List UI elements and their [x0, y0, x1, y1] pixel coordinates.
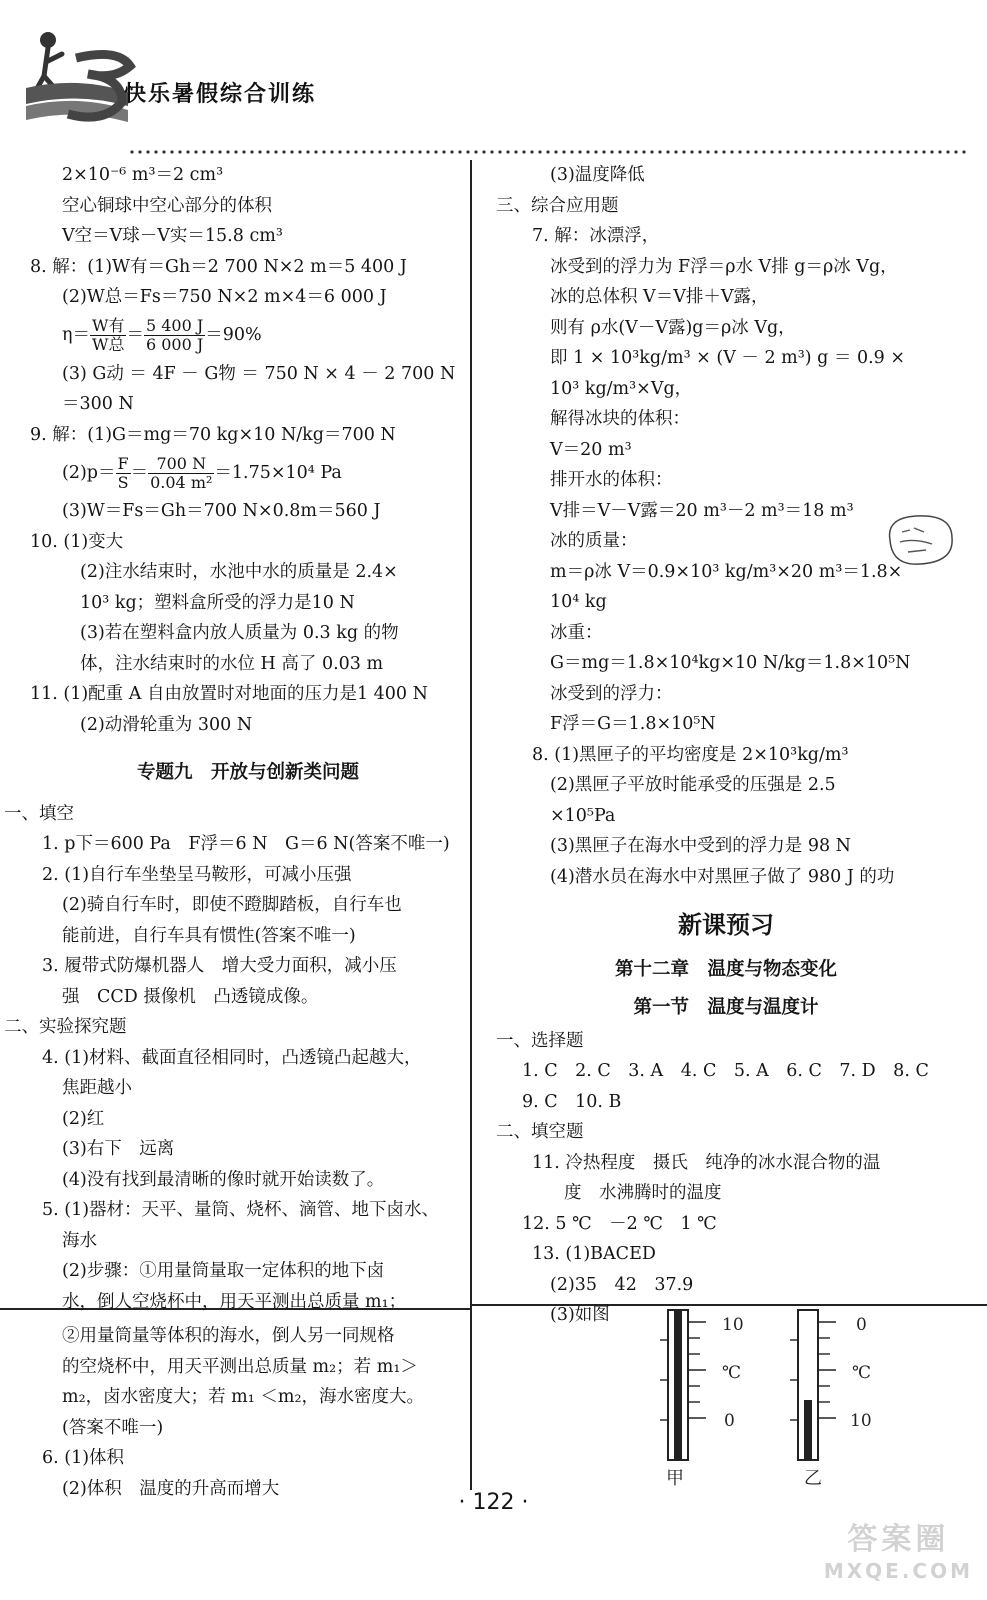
section-heading: 二、填空题	[496, 1122, 584, 1142]
q8-line: (3)黑匣子在海水中受到的浮力是 98 N	[550, 836, 851, 856]
header-title: 快乐暑假综合训练	[124, 82, 317, 107]
answer-line: 的空烧杯中，用天平测出总质量 m₂；若 m₁＞	[62, 1356, 418, 1377]
q8-efficiency-formula	[30, 313, 466, 359]
therm-a-caption: 甲	[666, 1468, 684, 1489]
answer-line: (2)体积 温度的升高而增大	[62, 1478, 280, 1499]
equals: ＝	[130, 462, 149, 483]
thermometer-figure	[620, 1300, 920, 1490]
section-heading: 二、实验探究题	[4, 1017, 127, 1037]
header-dotted-rule	[128, 148, 968, 156]
answer-line: (3)右下 远离	[62, 1139, 175, 1159]
q7-line: 排开水的体积：	[550, 470, 673, 490]
watermark	[823, 1522, 973, 1586]
denominator: 0.04 m²	[150, 472, 213, 492]
section-heading: 三、综合应用题	[496, 195, 619, 216]
therm-b-unit: ℃	[852, 1363, 872, 1383]
choice-answers: 9. C 10. B	[522, 1091, 622, 1112]
book-logo-icon	[18, 18, 138, 136]
left-column	[4, 160, 466, 1504]
page-header	[0, 0, 987, 160]
p-symbol: (2)p＝	[62, 462, 116, 483]
therm-a-unit: ℃	[722, 1363, 742, 1383]
q7-line: 10³ kg/m³×Vg，	[550, 378, 693, 399]
fill-answer: (2)35 42 37.9	[550, 1274, 694, 1295]
answer-line: 水，倒人空烧杯中，用天平测出总质量 m₁；	[62, 1291, 407, 1312]
q7-line: V排＝V－V露＝20 m³－2 m³＝18 m³	[550, 500, 854, 521]
q10-line: 体，注水结束时的水位 H 高了 0.03 m	[80, 653, 384, 674]
column-divider	[470, 160, 472, 1490]
q10-line: (3)若在塑料盒内放人质量为 0.3 kg 的物	[80, 623, 399, 643]
therm-a-bottom-label: 0	[724, 1411, 735, 1431]
q7-line: 解得冰块的体积：	[550, 409, 690, 429]
q9-pressure-formula	[30, 450, 466, 496]
q7-line: 冰重：	[550, 622, 603, 643]
text-line: 空心铜球中空心部分的体积	[62, 195, 272, 216]
q7-line: V＝20 m³	[550, 439, 632, 460]
right-column	[496, 160, 952, 1331]
q10-line: 10³ kg；塑料盒所受的浮力是10 N	[80, 592, 355, 613]
text-line: V空＝V球－V实＝15.8 cm³	[62, 226, 283, 246]
numerator: W有	[92, 316, 125, 335]
thermometer-b	[790, 1310, 872, 1489]
fill-answer: 12. 5 ℃ －2 ℃ 1 ℃	[522, 1213, 717, 1234]
denominator: W总	[92, 335, 125, 354]
q7-line: 冰受到的浮力：	[550, 683, 673, 704]
fraction	[90, 317, 126, 354]
q7-line: 10⁴ kg	[550, 592, 607, 612]
q7-line: 7. 解：冰漂浮，	[532, 226, 660, 246]
answer-line: (2)步骤：①用量筒量取一定体积的地下卤	[62, 1261, 385, 1281]
q8-line: (3) G动 ＝ 4F － G物 ＝ 750 N × 4 － 2 700 N	[62, 363, 456, 384]
result: ＝1.75×10⁴ Pa	[214, 462, 342, 483]
q7-line: 即 1 × 10³kg/m³ × (V － 2 m³) g ＝ 0.9 ×	[550, 348, 906, 368]
watermark-title: 答案圈	[847, 1522, 950, 1557]
topic-heading: 专题九 开放与创新类问题	[136, 762, 359, 783]
answer-line: 能前进，自行车具有惯性(答案不唯一)	[62, 925, 356, 946]
fill-answer: (3)如图	[550, 1305, 610, 1325]
answer-line: ②用量筒量等体积的海水，倒人另一同规格	[62, 1326, 395, 1346]
q8-line: (2)W总＝Fs＝750 N×2 m×4＝6 000 J	[62, 287, 387, 307]
q9-line: (3)W＝Fs＝Gh＝700 N×0.8m＝560 J	[62, 501, 381, 521]
numerator: F	[117, 453, 129, 473]
q10-line: (2)注水结束时，水池中水的质量是 2.4×	[80, 562, 398, 582]
equals: ＝	[126, 325, 144, 346]
answer-line: 焦距越小	[62, 1078, 132, 1098]
answer-line: 2. (1)自行车坐垫呈马鞍形，可减小压强	[42, 864, 352, 885]
q8-line: 8. 解：(1)W有＝Gh＝2 700 N×2 m＝5 400 J	[30, 256, 407, 277]
therm-a-top-label: 10	[722, 1315, 744, 1335]
eta-symbol: η＝	[62, 325, 90, 346]
fill-answer: 11. 冷热程度 摄氏 纯净的冰水混合物的温	[532, 1152, 881, 1173]
therm-b-caption: 乙	[804, 1468, 822, 1489]
q11-line: 11. (1)配重 A 自由放置时对地面的压力是1 400 N	[30, 684, 428, 704]
text-line: 2×10⁻⁶ m³＝2 cm³	[62, 165, 224, 185]
section-heading: 一、填空	[4, 803, 74, 824]
section-heading: 一、选择题	[496, 1030, 584, 1051]
thermometer-a	[660, 1310, 744, 1489]
choice-answers: 1. C 2. C 3. A 4. C 5. A 6. C 7. D 8. C	[522, 1061, 929, 1081]
therm-b-top-label: 0	[856, 1315, 867, 1335]
handwritten-stamp-icon	[880, 510, 958, 570]
fill-answer: 13. (1)BACED	[532, 1244, 656, 1264]
denominator: S	[117, 472, 129, 492]
answer-line: 强 CCD 摄像机 凸透镜成像。	[62, 986, 319, 1007]
denominator: 6 000 J	[145, 335, 204, 354]
answer-line: 1. p下＝600 Pa F浮＝6 N G＝6 N(答案不唯一)	[42, 834, 450, 854]
q7-line: 则有 ρ水(V－V露)g＝ρ冰 Vg，	[550, 317, 796, 338]
q7-line: m＝ρ冰 V＝0.9×10³ kg/m³×20 m³＝1.8×	[550, 561, 903, 582]
q8-line: 8. (1)黑匣子的平均密度是 2×10³kg/m³	[532, 744, 849, 765]
answer-line: m₂，卤水密度大；若 m₁ ＜m₂，海水密度大。	[62, 1387, 424, 1407]
answer-line: 海水	[62, 1230, 97, 1251]
numerator: 5 400 J	[145, 316, 204, 335]
answer-line: 4. (1)材料、截面直径相同时，凸透镜凸起越大，	[42, 1047, 422, 1068]
fraction	[148, 455, 214, 492]
chapter-heading: 第十二章 温度与物态变化	[614, 958, 837, 980]
q7-line: F浮＝G＝1.8×10⁵N	[550, 714, 716, 734]
q9-line: 9. 解：(1)G＝mg＝70 kg×10 N/kg＝700 N	[30, 424, 396, 445]
q8-line: (4)潜水员在海水中对黑匣子做了 980 J 的功	[550, 866, 895, 887]
q11-line: (2)动滑轮重为 300 N	[80, 714, 253, 735]
q8-line: (2)黑匣子平放时能承受的压强是 2.5	[550, 775, 836, 795]
result: ＝90%	[205, 325, 262, 346]
answer-line: (4)没有找到最清晰的像时就开始读数了。	[62, 1169, 385, 1190]
numerator: 700 N	[148, 455, 214, 474]
text-line: (3)温度降低	[550, 165, 645, 185]
fraction	[116, 455, 131, 492]
answer-line: 3. 履带式防爆机器人 增大受力面积，减小压	[42, 956, 397, 976]
preview-heading: 新课预习	[678, 911, 774, 939]
section-title: 第一节 温度与温度计	[633, 997, 819, 1018]
answer-line: (2)骑自行车时，即使不蹬脚踏板，自行车也	[62, 895, 402, 915]
q7-line: 冰受到的浮力为 F浮＝ρ水 V排 g＝ρ冰 Vg，	[550, 256, 898, 277]
therm-b-bottom-label: 10	[850, 1411, 872, 1431]
q7-line: G＝mg＝1.8×10⁴kg×10 N/kg＝1.8×10⁵N	[550, 653, 911, 673]
fraction	[144, 317, 205, 354]
answer-line: 5. (1)器材：天平、量筒、烧杯、滴管、地下卤水、	[42, 1200, 440, 1220]
q8-line: ×10⁵Pa	[550, 805, 616, 826]
q10-line: 10. (1)变大	[30, 531, 124, 552]
answer-line: 6. (1)体积	[42, 1448, 125, 1468]
page-number: · 122 ·	[458, 1490, 529, 1515]
fill-answer: 度 水沸腾时的温度	[564, 1183, 722, 1203]
answer-line: (答案不唯一)	[62, 1417, 164, 1438]
q7-line: 冰的质量：	[550, 531, 638, 551]
watermark-url: MXQE.COM	[823, 1558, 973, 1583]
q8-line: ＝300 N	[62, 394, 134, 414]
answer-line: (2)红	[62, 1108, 105, 1129]
q7-line: 冰的总体积 V＝V排＋V露，	[550, 287, 769, 307]
